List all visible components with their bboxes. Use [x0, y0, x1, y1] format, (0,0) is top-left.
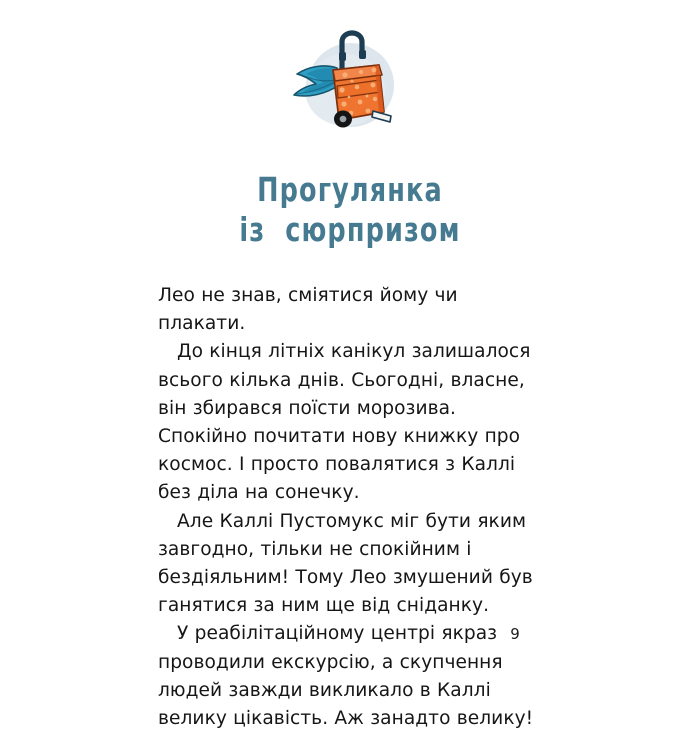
- chapter-title-line-1: Прогулянка: [257, 170, 443, 210]
- chapter-title-line-2: із сюрпризом: [239, 210, 461, 250]
- paragraph: У реабілітаційному центрі якраз проводили екскурсію, а скупчення людей завжди викликало в Каллі велику цікавість. Аж занадто велику!: [158, 623, 534, 730]
- suitcase-foot: [372, 111, 391, 122]
- chapter-body-text: [158, 282, 546, 733]
- paragraph: До кінця літніх канікул залишалося всього кілька днів. Сьогодні, власне, він збирався поїсти морозива. Спокійно почитати нову книжку про космос. І просто повалятися з Каллі без діла на сонечку.: [158, 341, 531, 504]
- page-number: 9: [510, 625, 520, 643]
- paragraph: Але Каллі Пустомукс міг бути яким завгодно, тільки не спокійним і бездіяльним! Тому Лео змушений був ганятися за ним ще від сніданку.: [158, 510, 533, 617]
- chapter-vignette-illustration: [0, 28, 700, 138]
- suitcase-illustration-svg: [285, 28, 415, 138]
- paragraph: Лео не знав, сміятися йому чи плакати.: [158, 285, 458, 335]
- suitcase-wheel: [334, 111, 352, 128]
- chapter-title: [0, 170, 700, 250]
